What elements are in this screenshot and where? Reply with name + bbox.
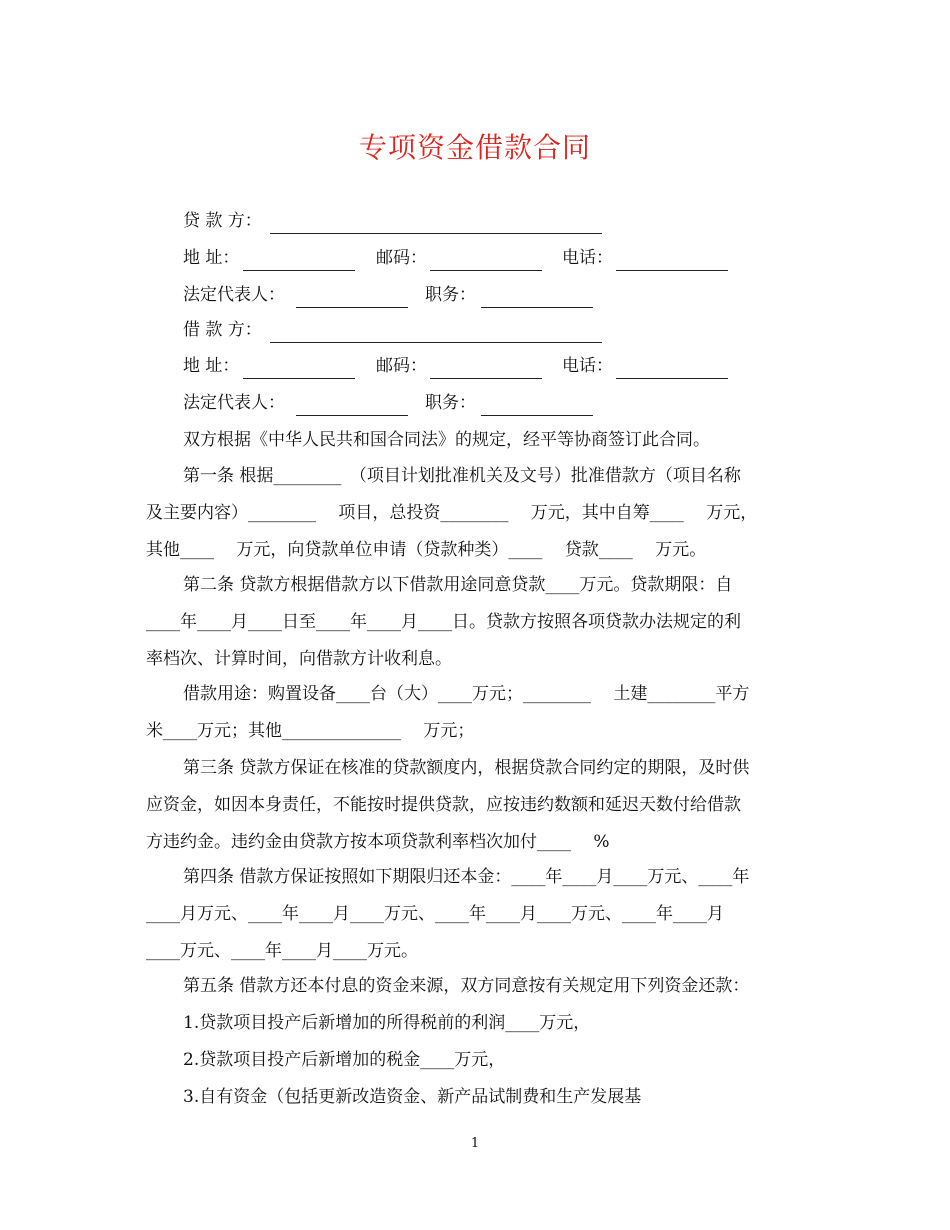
article-1-line: 第一条 根据________ （项目计划批准机关及文号）批准借款方（项目名称 bbox=[183, 466, 741, 486]
article-5 bbox=[146, 968, 806, 1116]
article-1 bbox=[146, 458, 806, 569]
article-4-line: ____万元、____年____月____万元。 bbox=[146, 941, 418, 961]
lender-address-label: 地 址： bbox=[183, 248, 240, 268]
article-2-line: 第二条 贷款方根据借款方以下借款用途同意贷款____万元。贷款期限：自 bbox=[183, 575, 733, 595]
lender-rep-row bbox=[0, 277, 950, 313]
page-number: 1 bbox=[470, 1136, 480, 1151]
borrower-rep-field[interactable] bbox=[296, 393, 408, 416]
borrower-address-row bbox=[0, 348, 950, 384]
lender-tel-label: 电话： bbox=[562, 248, 613, 268]
borrower-tel-label: 电话： bbox=[562, 356, 613, 376]
borrower-label: 借 款 方： bbox=[183, 320, 262, 340]
lender-address-row bbox=[0, 240, 950, 276]
borrower-rep-label: 法定代表人： bbox=[183, 393, 285, 413]
lender-address-field[interactable] bbox=[243, 248, 355, 271]
article-3-line: 方违约金。违约金由贷款方按本项贷款利率档次加付____ % bbox=[146, 832, 610, 852]
page-title: 专项资金借款合同 bbox=[358, 131, 591, 164]
lender-title-label: 职务： bbox=[425, 285, 476, 305]
article-5-item: 1.贷款项目投产后新增加的所得税前的利润____万元， bbox=[183, 1013, 591, 1033]
article-2-line: ____年____月____日至____年____月____日。贷款方按照各项贷款办法规定的利 bbox=[146, 612, 741, 632]
borrower-title-field[interactable] bbox=[481, 393, 593, 416]
lender-name-field[interactable] bbox=[270, 211, 602, 234]
article-3 bbox=[146, 750, 806, 861]
lender-zip-field[interactable] bbox=[430, 248, 542, 271]
borrower-name-field[interactable] bbox=[270, 320, 602, 343]
borrower-address-field[interactable] bbox=[243, 356, 355, 379]
article-2 bbox=[146, 567, 806, 678]
intro-line: 双方根据《中华人民共和国合同法》的规定，经平等协商签订此合同。 bbox=[183, 430, 710, 450]
article-3-line: 应资金，如因本身责任，不能按时提供贷款，应按违约数额和延迟天数付给借款 bbox=[146, 795, 741, 815]
borrower-row bbox=[0, 312, 950, 348]
lender-rep-field[interactable] bbox=[296, 285, 408, 308]
article-4 bbox=[146, 859, 806, 970]
article-4-line: 第四条 借款方保证按照如下期限归还本金：____年____月____万元、____年 bbox=[183, 867, 750, 887]
lender-tel-field[interactable] bbox=[616, 248, 728, 271]
lender-title-field[interactable] bbox=[481, 285, 593, 308]
lender-rep-label: 法定代表人： bbox=[183, 285, 285, 305]
lender-row bbox=[0, 203, 950, 239]
article-1-line: 其他____ 万元，向贷款单位申请（贷款种类）____ 贷款____ 万元。 bbox=[146, 540, 707, 560]
borrower-address-label: 地 址： bbox=[183, 356, 240, 376]
lender-label: 贷 款 方： bbox=[183, 211, 262, 231]
article-3-line: 第三条 贷款方保证在核准的贷款额度内，根据贷款合同约定的期限，及时供 bbox=[183, 758, 750, 778]
loan-use-line: 借款用途：购置设备____台（大）____万元；________ 土建________平方 bbox=[183, 684, 750, 704]
borrower-zip-field[interactable] bbox=[430, 356, 542, 379]
loan-use-paragraph bbox=[146, 676, 806, 750]
intro-paragraph bbox=[146, 422, 806, 459]
article-5-item: 2.贷款项目投产后新增加的税金____万元， bbox=[183, 1050, 506, 1070]
lender-zip-label: 邮码： bbox=[376, 248, 427, 268]
article-5-line: 第五条 借款方还本付息的资金来源，双方同意按有关规定用下列资金还款： bbox=[183, 976, 750, 996]
borrower-tel-field[interactable] bbox=[616, 356, 728, 379]
article-2-line: 率档次、计算时间，向借款方计收利息。 bbox=[146, 649, 452, 669]
borrower-rep-row bbox=[0, 385, 950, 421]
borrower-zip-label: 邮码： bbox=[376, 356, 427, 376]
article-1-line: 及主要内容）________ 项目，总投资________ 万元，其中自筹____ 万元， bbox=[146, 503, 758, 523]
article-4-line: ____月万元、____年____月____万元、____年____月____万元、____年____月 bbox=[146, 904, 724, 924]
borrower-title-label: 职务： bbox=[425, 393, 476, 413]
article-5-item: 3.自有资金（包括更新改造资金、新产品试制费和生产发展基 bbox=[183, 1087, 642, 1107]
loan-use-line: 米____万元；其他______________ 万元； bbox=[146, 721, 475, 741]
